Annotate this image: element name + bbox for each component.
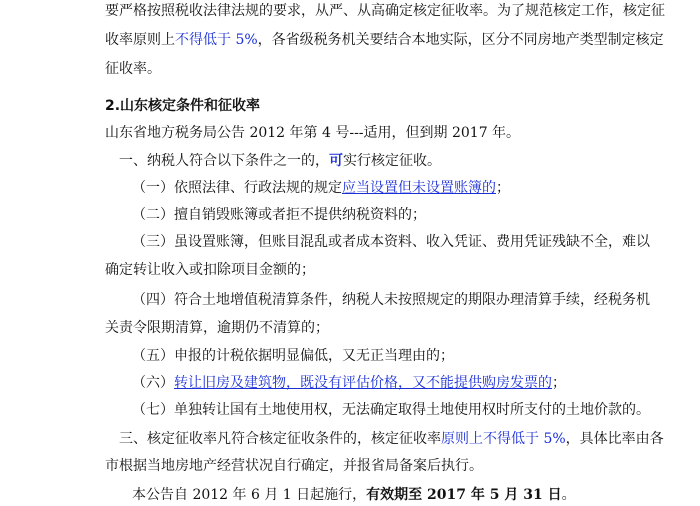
condition-item-4-line-1: （四）符合土地增值税清算条件，纳税人未按照规定的期限办理清算手续，经税务机 [132, 292, 650, 308]
effective-date-line [132, 487, 576, 503]
condition-item-1-a: （一）依照法律、行政法规的规定 [132, 180, 342, 196]
min-rate-highlight: 不得低于 5% [175, 32, 258, 48]
intro-line-3: 征收率。 [105, 61, 161, 77]
section-heading: 2.山东核定条件和征收率 [105, 98, 261, 114]
clause-3-line-2: 市根据当地房地产经营状况自行确定，并报省局备案后执行。 [105, 458, 483, 474]
condition-item-7: （七）单独转让国有土地使用权，无法确定取得土地使用权时所支付的土地价款的。 [132, 402, 650, 418]
condition-item-6-c: ； [552, 375, 566, 391]
clause-1-c: 实行核定征收。 [343, 153, 441, 169]
clause-1-a: 一、纳税人符合以下条件之一的， [119, 153, 329, 169]
clause-3-c: ，具体比率由各 [565, 431, 664, 447]
condition-item-5: （五）申报的计税依据明显偏低，又无正当理由的； [132, 348, 454, 364]
condition-item-1 [132, 180, 510, 196]
intro-line-2-a: 收率原则上 [105, 32, 175, 48]
intro-line-2 [105, 32, 664, 48]
condition-item-6-highlight: 转让旧房及建筑物，既没有评估价格，又不能提供购房发票的 [174, 375, 552, 391]
clause-3-line-1 [119, 431, 664, 447]
clause-3-a: 三、核定征收率凡符合核定征收条件的，核定征收率 [119, 431, 441, 447]
intro-line-1: 要严格按照税收法律法规的要求，从严、从高确定核定征收率。为了规范核定工作，核定征 [105, 3, 665, 19]
condition-item-1-highlight: 应当设置但未设置账簿的 [342, 180, 496, 196]
condition-item-1-c: ； [496, 180, 510, 196]
condition-item-3-line-2: 确定转让收入或扣除项目金额的； [105, 262, 315, 278]
condition-item-2: （二）擅自销毁账簿或者拒不提供纳税资料的； [132, 207, 426, 223]
intro-line-2-c: ，各省级税务机关要结合本地实际，区分不同房地产类型制定核定 [257, 32, 664, 48]
clause-1-may: 可 [329, 153, 343, 169]
clause-1 [119, 153, 441, 169]
effective-date-c: 。 [561, 487, 576, 503]
condition-item-6 [132, 375, 566, 391]
clause-3-min-rate: 原则上不得低于 5% [441, 431, 566, 447]
effective-date-expiry: 有效期至 2017 年 5 月 31 日 [366, 487, 562, 503]
condition-item-6-a: （六） [132, 375, 174, 391]
condition-item-4-line-2: 关责令限期清算，逾期仍不清算的； [105, 320, 329, 336]
condition-item-3-line-1: （三）虽设置账簿，但账目混乱或者成本资料、收入凭证、费用凭证残缺不全，难以 [132, 234, 650, 250]
effective-date-a: 本公告自 2012 年 6 月 1 日起施行， [132, 487, 367, 503]
announcement-line: 山东省地方税务局公告 2012 年第 4 号---适用，但到期 2017 年。 [105, 125, 521, 141]
